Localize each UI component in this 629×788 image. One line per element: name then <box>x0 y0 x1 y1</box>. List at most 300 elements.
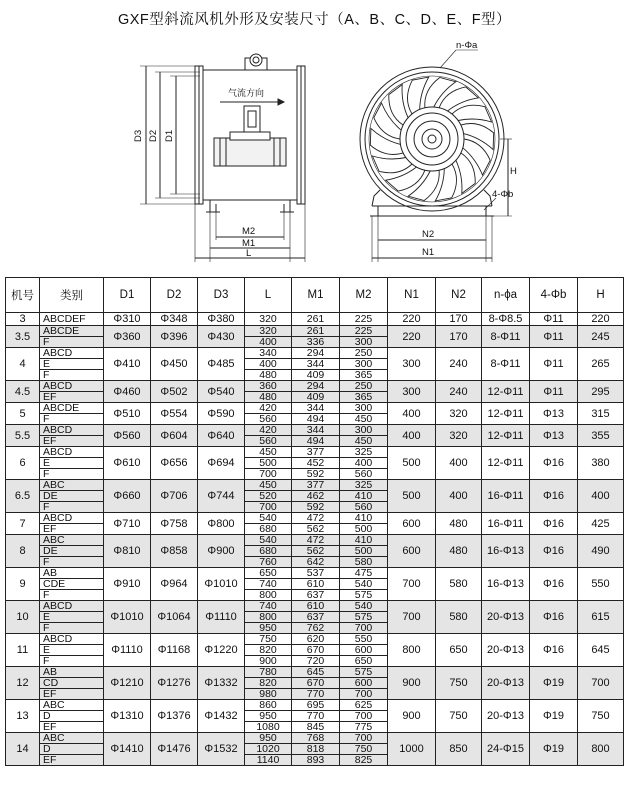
cell-h: 265 <box>578 348 624 381</box>
cell-n2: 750 <box>436 700 482 733</box>
cell-m1-value: 344 <box>292 403 339 414</box>
cell-l-value: 420 <box>245 403 291 414</box>
cell-m2-value: 575 <box>354 589 373 601</box>
cell-l <box>245 326 292 348</box>
cell-m1-value: 377 <box>292 447 339 458</box>
cell-d1: Φ360 <box>104 326 151 348</box>
cell-h: 295 <box>578 381 624 403</box>
cell-category-value: D <box>40 744 103 755</box>
cell-d1: Φ410 <box>104 348 151 381</box>
cell-d2: Φ1476 <box>151 733 198 766</box>
cell-l-value: 450 <box>245 447 291 458</box>
cell-d3: Φ1432 <box>198 700 245 733</box>
cell-l <box>245 634 292 667</box>
column-header: N2 <box>436 278 482 313</box>
cell-m1 <box>292 348 340 381</box>
cell-l <box>245 513 292 535</box>
cell-category-value: ABCDE <box>40 403 103 414</box>
cell-h: 800 <box>578 733 624 766</box>
cell-m2 <box>340 381 388 403</box>
column-header: M1 <box>292 278 340 313</box>
cell-m1-value: 494 <box>306 413 325 425</box>
cell-l <box>245 447 292 480</box>
cell-l <box>245 425 292 447</box>
cell-m2-value: 560 <box>354 468 373 480</box>
column-header: M2 <box>340 278 388 313</box>
cell-4-phi-b: Φ16 <box>530 480 578 513</box>
cell-category-value: E <box>40 612 103 623</box>
cell-n2: 400 <box>436 447 482 480</box>
cell-m2 <box>340 733 388 766</box>
table-row <box>6 634 624 667</box>
cell-d1: Φ310 <box>104 313 151 326</box>
cell-m2-value: 450 <box>354 413 373 425</box>
cell-l <box>245 535 292 568</box>
dim-4-phi-b: 4-Φb <box>492 189 514 200</box>
cell-d1: Φ560 <box>104 425 151 447</box>
table-row <box>6 403 624 425</box>
cell-m1-value: 409 <box>306 369 325 381</box>
column-header: 机号 <box>6 278 40 313</box>
cell-machine-no: 9 <box>6 568 40 601</box>
dim-n2: N2 <box>422 229 435 240</box>
cell-machine-no: 14 <box>6 733 40 766</box>
cell-n-phi-a: 12-Φ11 <box>482 381 530 403</box>
cell-l-value: 820 <box>245 645 291 656</box>
cell-d1: Φ1010 <box>104 601 151 634</box>
cell-category-value: CD <box>40 678 103 689</box>
cell-l-value: 400 <box>245 359 291 370</box>
cell-l-value: 680 <box>259 523 277 535</box>
cell-d1: Φ1310 <box>104 700 151 733</box>
cell-l-value: 750 <box>245 634 291 645</box>
cell-category-value: F <box>43 589 50 601</box>
column-header: n-ϕa <box>482 278 530 313</box>
dim-d2: D2 <box>148 129 159 142</box>
cell-category <box>40 513 104 535</box>
cell-l <box>245 348 292 381</box>
column-header: N1 <box>388 278 436 313</box>
cell-machine-no: 6.5 <box>6 480 40 513</box>
cell-4-phi-b: Φ16 <box>530 513 578 535</box>
cell-n-phi-a: 8-Φ11 <box>482 348 530 381</box>
cell-m1-value: 592 <box>306 501 325 513</box>
cell-n2: 650 <box>436 634 482 667</box>
airflow-label: 气流方向 <box>228 88 265 98</box>
cell-d1: Φ460 <box>104 381 151 403</box>
cell-n-phi-a: 20-Φ13 <box>482 667 530 700</box>
column-header: L <box>245 278 292 313</box>
cell-m2 <box>340 403 388 425</box>
cell-l-value: 540 <box>245 535 291 546</box>
cell-m2-value: 365 <box>354 391 373 403</box>
cell-m1-value: 768 <box>292 733 339 744</box>
cell-h: 400 <box>578 480 624 513</box>
cell-m2 <box>340 535 388 568</box>
cell-n-phi-a: 20-Φ13 <box>482 700 530 733</box>
cell-category <box>40 634 104 667</box>
cell-category-value: ABCDE <box>40 326 103 337</box>
cell-category-value: F <box>43 622 50 634</box>
cell-m2-value: 540 <box>340 579 387 590</box>
cell-m1 <box>292 535 340 568</box>
cell-machine-no: 3 <box>6 313 40 326</box>
cell-l-value: 520 <box>245 491 291 502</box>
dim-d3: D3 <box>133 129 144 142</box>
cell-m1 <box>292 326 340 348</box>
dim-h: H <box>510 166 517 177</box>
cell-d3: Φ1110 <box>198 601 245 634</box>
cell-d3: Φ744 <box>198 480 245 513</box>
cell-machine-no: 12 <box>6 667 40 700</box>
cell-m1 <box>292 480 340 513</box>
cell-m2-value: 750 <box>340 744 387 755</box>
cell-machine-no: 10 <box>6 601 40 634</box>
cell-n1: 400 <box>388 403 436 425</box>
cell-m1 <box>292 601 340 634</box>
cell-m1-value: 562 <box>306 523 325 535</box>
cell-category-value: DE <box>40 546 103 557</box>
cell-l-value: 500 <box>245 458 291 469</box>
table-row <box>6 535 624 568</box>
cell-d3: Φ800 <box>198 513 245 535</box>
cell-4-phi-b: Φ16 <box>530 568 578 601</box>
cell-d2: Φ450 <box>151 348 198 381</box>
cell-n-phi-a: 24-Φ15 <box>482 733 530 766</box>
cell-l-value: 340 <box>245 348 291 359</box>
cell-m2-value: 500 <box>354 523 373 535</box>
cell-l-value: 780 <box>245 667 291 678</box>
cell-n-phi-a: 8-Φ8.5 <box>482 313 530 326</box>
cell-4-phi-b: Φ19 <box>530 700 578 733</box>
cell-d2: Φ1168 <box>151 634 198 667</box>
cell-4-phi-b: Φ16 <box>530 447 578 480</box>
cell-l-value: 950 <box>259 622 277 634</box>
cell-n1: 300 <box>388 348 436 381</box>
cell-m2-value: 575 <box>340 612 387 623</box>
cell-h: 700 <box>578 667 624 700</box>
column-header: 4-Φb <box>530 278 578 313</box>
cell-h: 425 <box>578 513 624 535</box>
table-row <box>6 733 624 766</box>
cell-category-value: EF <box>43 721 57 733</box>
cell-category <box>40 568 104 601</box>
cell-m1-value: 762 <box>306 622 325 634</box>
cell-category-value: F <box>43 655 50 667</box>
cell-m2-value: 540 <box>340 601 387 612</box>
cell-n2: 750 <box>436 667 482 700</box>
cell-h: 550 <box>578 568 624 601</box>
cell-m1-value: 645 <box>292 667 339 678</box>
cell-category-value: ABCDEF <box>43 313 86 325</box>
cell-m1-value: 720 <box>306 655 325 667</box>
cell-d1: Φ610 <box>104 447 151 480</box>
cell-m1-value: 637 <box>292 612 339 623</box>
dim-m1: M1 <box>242 238 256 249</box>
cell-m1-value: 294 <box>292 348 339 359</box>
cell-l-value: 800 <box>245 612 291 623</box>
cell-n2: 320 <box>436 403 482 425</box>
cell-m2-value: 700 <box>340 733 387 744</box>
cell-category-value: F <box>43 336 50 348</box>
cell-d1: Φ1110 <box>104 634 151 667</box>
cell-d1: Φ810 <box>104 535 151 568</box>
cell-l-value: 800 <box>259 589 277 601</box>
cell-m2-value: 225 <box>354 313 373 325</box>
cell-l-value: 420 <box>245 425 291 436</box>
cell-category-value: ABC <box>40 480 103 491</box>
cell-n1: 500 <box>388 447 436 480</box>
cell-category-value: CDE <box>40 579 103 590</box>
cell-m2-value: 550 <box>340 634 387 645</box>
table-header-row <box>6 278 624 313</box>
cell-m1-value: 620 <box>292 634 339 645</box>
cell-l-value: 950 <box>245 733 291 744</box>
cell-category <box>40 348 104 381</box>
cell-n1: 700 <box>388 568 436 601</box>
cell-n1: 400 <box>388 425 436 447</box>
cell-m2-value: 575 <box>340 667 387 678</box>
cell-n-phi-a: 16-Φ13 <box>482 535 530 568</box>
cell-d1: Φ1410 <box>104 733 151 766</box>
cell-l-value: 480 <box>259 369 277 381</box>
cell-m2-value: 250 <box>340 348 387 359</box>
cell-category-value: AB <box>40 568 103 579</box>
cell-h: 615 <box>578 601 624 634</box>
cell-m2-value: 475 <box>340 568 387 579</box>
cell-l-value: 760 <box>259 556 277 568</box>
table-row <box>6 513 624 535</box>
cell-m1-value: 452 <box>292 458 339 469</box>
cell-category-value: ABC <box>40 535 103 546</box>
cell-m1-value: 845 <box>306 721 325 733</box>
cell-m2-value: 700 <box>354 622 373 634</box>
cell-l <box>245 480 292 513</box>
cell-machine-no: 3.5 <box>6 326 40 348</box>
cell-d2: Φ396 <box>151 326 198 348</box>
table-row <box>6 601 624 634</box>
cell-category <box>40 381 104 403</box>
cell-category-value: F <box>43 468 50 480</box>
cell-l-value: 360 <box>245 381 291 392</box>
cell-category-value: EF <box>43 523 57 535</box>
cell-n1: 700 <box>388 601 436 634</box>
cell-4-phi-b: Φ19 <box>530 733 578 766</box>
cell-l-value: 400 <box>259 336 277 348</box>
cell-category-value: D <box>40 711 103 722</box>
cell-category <box>40 733 104 766</box>
cell-d2: Φ758 <box>151 513 198 535</box>
cell-4-phi-b: Φ11 <box>530 313 578 326</box>
cell-category-value: ABCD <box>40 381 103 392</box>
table-row <box>6 480 624 513</box>
cell-d2: Φ1064 <box>151 601 198 634</box>
cell-n2: 240 <box>436 348 482 381</box>
cell-m2-value: 400 <box>340 458 387 469</box>
cell-m1-value: 562 <box>292 546 339 557</box>
cell-4-phi-b: Φ11 <box>530 326 578 348</box>
side-view <box>140 54 305 262</box>
cell-m1-value: 261 <box>306 313 325 325</box>
cell-l-value: 560 <box>259 435 277 447</box>
cell-n-phi-a: 12-Φ11 <box>482 447 530 480</box>
cell-m1 <box>292 700 340 733</box>
dim-m2: M2 <box>242 226 256 237</box>
cell-n1: 600 <box>388 535 436 568</box>
cell-n1: 220 <box>388 313 436 326</box>
cell-m2-value: 410 <box>340 513 387 524</box>
dim-n1: N1 <box>422 247 435 258</box>
cell-n1: 300 <box>388 381 436 403</box>
cell-category <box>40 480 104 513</box>
cell-d2: Φ656 <box>151 447 198 480</box>
table-row <box>6 326 624 348</box>
fan-drawing <box>0 28 629 276</box>
dimension-table <box>5 277 624 766</box>
cell-m2 <box>340 326 388 348</box>
cell-category-value: E <box>40 359 103 370</box>
table-row <box>6 568 624 601</box>
cell-m2-value: 700 <box>340 711 387 722</box>
cell-m2-value: 560 <box>354 501 373 513</box>
cell-n2: 400 <box>436 480 482 513</box>
cell-category-value: ABCD <box>40 425 103 436</box>
cell-m1 <box>292 733 340 766</box>
cell-h: 220 <box>578 313 624 326</box>
cell-m1 <box>292 513 340 535</box>
cell-n1: 900 <box>388 667 436 700</box>
cell-l <box>245 601 292 634</box>
cell-d2: Φ502 <box>151 381 198 403</box>
cell-4-phi-b: Φ19 <box>530 667 578 700</box>
cell-m1 <box>292 313 340 326</box>
cell-d3: Φ540 <box>198 381 245 403</box>
cell-m2 <box>340 348 388 381</box>
cell-category-value: ABCD <box>40 634 103 645</box>
cell-n2: 170 <box>436 326 482 348</box>
dim-n-phi-a: n-Φa <box>456 40 478 51</box>
cell-d3: Φ900 <box>198 535 245 568</box>
table-row <box>6 667 624 700</box>
cell-m2-value: 325 <box>340 447 387 458</box>
dim-l: L <box>246 248 252 259</box>
cell-l-value: 740 <box>245 601 291 612</box>
cell-category-value: E <box>40 645 103 656</box>
cell-m1-value: 893 <box>306 754 325 766</box>
cell-m1-value: 642 <box>306 556 325 568</box>
cell-l <box>245 700 292 733</box>
cell-m2-value: 825 <box>354 754 373 766</box>
cell-m2 <box>340 480 388 513</box>
cell-m1-value: 494 <box>306 435 325 447</box>
cell-category-value: ABCD <box>40 601 103 612</box>
column-header: D2 <box>151 278 198 313</box>
cell-l-value: 680 <box>245 546 291 557</box>
cell-4-phi-b: Φ13 <box>530 403 578 425</box>
cell-l-value: 860 <box>245 700 291 711</box>
cell-category <box>40 700 104 733</box>
cell-m1-value: 610 <box>292 579 339 590</box>
cell-m1-value: 377 <box>292 480 339 491</box>
cell-n-phi-a: 16-Φ11 <box>482 513 530 535</box>
column-header: D3 <box>198 278 245 313</box>
cell-l-value: 950 <box>245 711 291 722</box>
cell-m2-value: 500 <box>340 546 387 557</box>
cell-l-value: 320 <box>259 313 277 325</box>
cell-l-value: 480 <box>259 391 277 403</box>
cell-m2-value: 225 <box>340 326 387 337</box>
cell-m2-value: 600 <box>340 678 387 689</box>
cell-m2-value: 300 <box>354 336 373 348</box>
cell-l-value: 1080 <box>256 721 280 733</box>
cell-4-phi-b: Φ16 <box>530 601 578 634</box>
cell-m1-value: 261 <box>292 326 339 337</box>
cell-machine-no: 11 <box>6 634 40 667</box>
page-title: GXF型斜流风机外形及安装尺寸（A、B、C、D、E、F型） <box>117 12 512 28</box>
cell-h: 645 <box>578 634 624 667</box>
column-header: D1 <box>104 278 151 313</box>
cell-h: 380 <box>578 447 624 480</box>
cell-m1 <box>292 381 340 403</box>
cell-m2-value: 300 <box>340 425 387 436</box>
cell-m2 <box>340 313 388 326</box>
cell-category <box>40 313 104 326</box>
table-row <box>6 313 624 326</box>
cell-category-value: ABCD <box>40 348 103 359</box>
cell-d3: Φ1220 <box>198 634 245 667</box>
cell-m1-value: 670 <box>292 678 339 689</box>
cell-m2-value: 450 <box>354 435 373 447</box>
cell-l-value: 650 <box>245 568 291 579</box>
cell-n1: 500 <box>388 480 436 513</box>
cell-m1-value: 472 <box>292 535 339 546</box>
cell-l-value: 820 <box>245 678 291 689</box>
cell-m2 <box>340 513 388 535</box>
table-row <box>6 348 624 381</box>
cell-l-value: 560 <box>259 413 277 425</box>
cell-n2: 480 <box>436 513 482 535</box>
cell-l-value: 320 <box>245 326 291 337</box>
cell-l-value: 900 <box>259 655 277 667</box>
cell-m2-value: 625 <box>340 700 387 711</box>
column-header: 类别 <box>40 278 104 313</box>
cell-d3: Φ1332 <box>198 667 245 700</box>
cell-d3: Φ590 <box>198 403 245 425</box>
cell-machine-no: 7 <box>6 513 40 535</box>
cell-m2 <box>340 700 388 733</box>
cell-d3: Φ640 <box>198 425 245 447</box>
table-row <box>6 447 624 480</box>
cell-l <box>245 568 292 601</box>
cell-machine-no: 6 <box>6 447 40 480</box>
cell-l <box>245 667 292 700</box>
cell-m2-value: 410 <box>340 491 387 502</box>
cell-m1-value: 770 <box>292 711 339 722</box>
cell-machine-no: 4 <box>6 348 40 381</box>
cell-d1: Φ1210 <box>104 667 151 700</box>
cell-4-phi-b: Φ11 <box>530 381 578 403</box>
cell-category-value: F <box>43 413 50 425</box>
cell-m2-value: 775 <box>354 721 373 733</box>
cell-d2: Φ858 <box>151 535 198 568</box>
cell-n1: 900 <box>388 700 436 733</box>
cell-machine-no: 5.5 <box>6 425 40 447</box>
cell-4-phi-b: Φ16 <box>530 634 578 667</box>
cell-category-value: EF <box>43 688 57 700</box>
cell-category <box>40 403 104 425</box>
cell-l-value: 1140 <box>256 754 280 766</box>
cell-m1 <box>292 667 340 700</box>
